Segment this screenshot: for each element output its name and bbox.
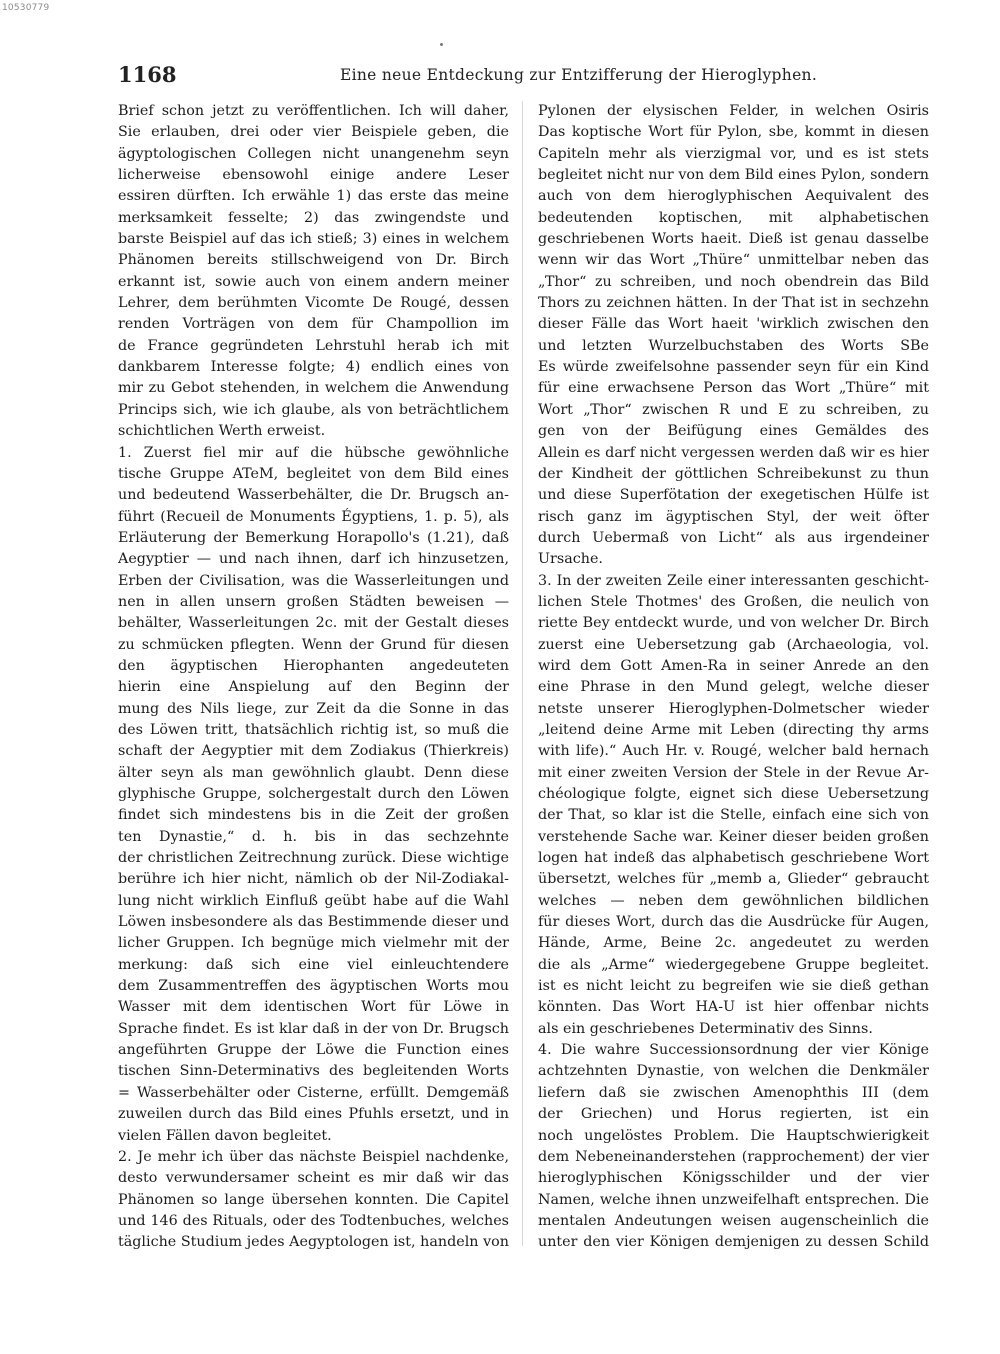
text-line: findet sich mindestens bis in die Zeit der großen: [118, 807, 509, 824]
text-line: ägyptologischen Collegen nicht unangenehm seyn: [118, 145, 509, 162]
text-line: glyphische Gruppe, solchergestalt durch den Löwen: [118, 786, 509, 802]
text-line: chéologique folgte, eignet sich diese Uebersetzung: [538, 786, 929, 802]
text-line: gen von der Beifügung eines Gemäldes des: [538, 423, 929, 440]
text-line: lichen Stele Thotmes' des Großen, die neulich von: [538, 593, 929, 610]
text-line: behälter, Wasserleitungen 2c. mit der Gestalt dieses: [118, 615, 509, 632]
text-line: Erben der Civilisation, was die Wasserleitungen und: [118, 572, 509, 589]
text-line: „leitend deine Arme mit Leben (directing thy arms: [538, 721, 929, 738]
text-line: der That, so klar ist die Stelle, einfach eine sich von: [538, 807, 929, 824]
text-line: übersetzt, welches für „memb a, Glieder“ gebraucht: [538, 871, 929, 888]
text-line: der Griechen) und Horus regierten, ist ein: [538, 1106, 929, 1123]
text-line: mung des Nils liege, zur Zeit da die Sonne in das: [118, 700, 509, 717]
text-line: merksamkeit fesselte; 2) das zwingendste und: [118, 209, 509, 226]
text-line: durch Uebermaß von Licht“ als aus irgendeiner: [538, 529, 929, 546]
print-speck: [440, 43, 443, 46]
text-line: verstehende Sache war. Keiner dieser beiden großen: [538, 828, 929, 845]
text-line: und diese Superfötation der exegetischen Hülfe ist: [538, 487, 929, 504]
text-line: Ursache.: [538, 551, 603, 568]
right-column: [538, 101, 929, 1254]
text-line: Es würde zweifelsohne passender seyn für ein Kind: [538, 359, 929, 376]
text-line: 3. In der zweiten Zeile einer interessanten geschicht-: [538, 572, 929, 589]
text-line: schichtlichen Werth erweist.: [118, 423, 326, 440]
text-line: licher Gruppen. Ich begnüge mich vielmehr mit der: [118, 935, 509, 952]
text-line: 2. Je mehr ich über das nächste Beispiel nachdenke,: [118, 1148, 509, 1165]
text-line: zuerst eine Uebersetzung gab (Archaeologia, vol.: [538, 636, 929, 653]
text-line: = Wasserbehälter oder Cisterne, erfüllt. Demgemäß: [118, 1084, 509, 1101]
text-line: netste unserer Hieroglyphen-Dolmetscher wieder: [538, 700, 929, 717]
text-line: tische Gruppe ATeM, begleitet von dem Bild eines: [118, 465, 509, 482]
text-line: Löwen insbesondere als das Bestimmende dieser und: [118, 914, 509, 931]
text-line: Wasser mit dem identischen Wort für Löwe in: [118, 999, 509, 1016]
text-line: achtzehnten Dynastie, von welchen die Denkmäler: [538, 1063, 929, 1080]
text-line: mir zu Gebot stehenden, in welchem die Anwendung: [118, 380, 509, 397]
text-line: geschriebenen Worts haeit. Dieß ist genau dasselbe: [538, 231, 929, 248]
text-line: für eine erwachsene Person das Wort „Thüre“ mit: [538, 380, 929, 397]
text-line: schaft der Aegyptier mit dem Zodiakus (Thierkreis): [118, 743, 509, 760]
text-line: Phänomen bereits stillschweigend von Dr. Birch: [118, 252, 509, 269]
text-line: essiren dürften. Ich erwähle 1) das erste das meine: [118, 188, 509, 205]
text-line: tägliche Studium jedes Aegyptologen ist, handeln von: [118, 1234, 509, 1251]
text-line: merkung: daß sich eine viel einleuchtendere: [118, 956, 509, 973]
text-line: Capiteln mehr als vierzigmal vor, und es ist stets: [538, 145, 929, 162]
text-line: unter den vier Königen demjenigen zu dessen Schild: [538, 1234, 929, 1251]
text-line: wird dem Gott Amen-Ra in seiner Anrede an den: [538, 657, 929, 674]
left-column: [118, 101, 509, 1254]
text-line: 1. Zuerst fiel mir auf die hübsche gewöhnliche: [118, 444, 509, 461]
text-line: dem Nebeneinanderstehen (rapprochement) der vier: [538, 1148, 929, 1165]
text-line: Wort „Thor“ zwischen R und E zu schreiben, zu: [538, 401, 929, 418]
text-line: licherweise ebensowohl einige andere Leser: [118, 167, 509, 184]
text-line: ist es nicht leicht zu begreifen wie sie dieß gethan: [538, 978, 929, 995]
text-line: with life).“ Auch Hr. v. Rougé, welcher bald hernach: [538, 743, 929, 760]
text-line: der christlichen Zeitrechnung zurück. Diese wichtige: [118, 850, 509, 867]
text-line: welches — neben dem gewöhnlichen bildlichen: [538, 892, 929, 909]
text-line: dem Zusammentreffen des ägyptischen Worts mou: [118, 978, 509, 995]
text-line: angeführten Gruppe der Löwe die Function eines: [118, 1042, 509, 1059]
text-line: tischen Sinn-Determinativs des begleitenden Worts: [118, 1063, 509, 1080]
text-line: den ägyptischen Hierophanten angedeuteten: [118, 657, 509, 674]
text-line: Allein es darf nicht vergessen werden daß wir es hier: [538, 444, 929, 461]
text-line: und bedeutend Wasserbehälter, die Dr. Brugsch an-: [118, 487, 509, 504]
text-line: risch ganz im ägyptischen Styl, der weit öfter: [538, 508, 929, 525]
text-line: 4. Die wahre Successionsordnung der vier Könige: [538, 1042, 929, 1059]
text-line: zu schmücken pflegten. Wenn der Grund für diesen: [118, 636, 509, 653]
text-line: renden Vorträgen von dem für Champollion im: [118, 316, 509, 333]
text-line: Lehrer, dem berühmten Vicomte De Rougé, dessen: [118, 295, 509, 312]
text-line: hierin eine Anspielung auf den Beginn der: [118, 679, 509, 696]
text-line: auch von dem hieroglyphischen Aequivalent des: [538, 188, 929, 205]
text-line: Erläuterung der Bemerkung Horapollo's (1.21), daß: [118, 529, 509, 546]
text-line: ten Dynastie,“ d. h. bis in das sechzehnte: [118, 828, 509, 845]
text-line: wenn wir das Wort „Thüre“ unmittelbar neben das: [538, 252, 929, 269]
text-line: nen in allen unsern großen Städten beweisen —: [118, 593, 509, 610]
running-head: Eine neue Entdeckung zur Entzifferung der Hieroglyphen.: [340, 66, 818, 84]
text-line: noch ungelöstes Problem. Die Hauptschwierigkeit: [538, 1127, 929, 1144]
text-line: riette Bey entdeckt wurde, und von welcher Dr. Birch: [538, 615, 929, 632]
text-line: de France gegründeten Lehrstuhl herab ich mit: [118, 337, 509, 354]
text-line: der Kindheit der göttlichen Schreibekunst zu thun: [538, 465, 929, 482]
text-line: Namen, welche ihnen unzweifelhaft entsprechen. Die: [538, 1191, 929, 1208]
text-line: „Thor“ zu schreiben, und noch obendrein das Bild: [538, 273, 929, 290]
text-line: lung nicht wirklich Einfluß geübt habe auf die Wahl: [118, 892, 509, 909]
text-line: bedeutenden koptischen, mit alphabetischen: [538, 209, 929, 226]
text-line: Hände, Arme, Beine 2c. angedeutet zu werden: [538, 935, 929, 952]
text-line: vielen Fällen davon begleitet.: [118, 1127, 332, 1144]
text-line: Brief schon jetzt zu veröffentlichen. Ich will daher,: [118, 103, 509, 119]
text-line: könnten. Das Wort HA-U ist hier offenbar nichts: [538, 999, 929, 1016]
text-line: dieser Fälle das Wort haeit 'wirklich zwischen den: [538, 316, 929, 333]
text-line: begleitet nicht nur von dem Bild eines Pylon, sondern: [538, 167, 929, 184]
text-line: zuweilen durch das Bild eines Pfuhls ersetzt, und in: [118, 1106, 509, 1123]
text-line: Das koptische Wort für Pylon, sbe, kommt in diesen: [538, 124, 929, 141]
text-line: und 146 des Rituals, oder des Todtenbuches, welches: [118, 1212, 509, 1229]
text-line: führt (Recueil de Monuments Égyptiens, 1. p. 5), als: [118, 508, 509, 525]
text-line: barste Beispiel auf das ich stieß; 3) eines in welchem: [118, 231, 509, 248]
text-line: des Löwen tritt, thatsächlich richtig ist, so muß die: [118, 721, 509, 738]
text-line: Aegyptier — und nach ihnen, darf ich hinzusetzen,: [118, 551, 509, 568]
text-line: älter seyn als man gewöhnlich glaubt. Denn diese: [118, 764, 509, 781]
page-number: 1168: [118, 62, 177, 87]
text-line: Thors zu zeichnen hätten. In der That ist in sechzehn: [538, 295, 929, 312]
text-line: erkannt ist, sowie auch von einem andern meiner: [118, 273, 509, 290]
text-line: als ein geschriebenes Determinativ des Sinns.: [538, 1020, 873, 1037]
text-line: Sprache findet. Es ist klar daß in der von Dr. Brugsch: [118, 1020, 509, 1037]
text-line: Princips sich, wie ich glaube, als von beträchtlichem: [118, 401, 509, 418]
text-line: Pylonen der elysischen Felder, in welchen Osiris: [538, 103, 929, 119]
text-line: mit einer zweiten Version der Stele in der Revue Ar-: [538, 764, 929, 781]
text-line: hieroglyphischen Königsschilder und der vier: [538, 1170, 929, 1187]
column-divider: [522, 101, 523, 1246]
text-line: logen hat indeß das alphabetisch geschriebene Wort: [538, 850, 929, 867]
text-line: die als „Arme“ wiedergegebene Gruppe begleitet.: [538, 956, 929, 973]
scan-id-label: 10530779: [2, 3, 50, 13]
text-line: berühre ich hier nicht, nämlich ob der Nil-Zodiakal-: [118, 871, 509, 888]
text-line: liefern daß sie zwischen Amenophthis III (dem: [538, 1084, 929, 1101]
text-line: dankbarem Interesse folgte; 4) endlich eines von: [118, 359, 509, 376]
text-line: mentalen Andeutungen weisen augenscheinlich die: [538, 1212, 929, 1229]
text-line: desto verwundersamer scheint es mir daß wir das: [118, 1170, 509, 1187]
text-line: Sie erlauben, drei oder vier Beispiele geben, die: [118, 124, 509, 141]
text-line: und letzten Wurzelbuchstaben des Worts SBe: [538, 337, 929, 354]
text-line: eine Phrase in den Mund gelegt, welche dieser: [538, 679, 929, 696]
text-line: Phänomen so lange übersehen konnten. Die Capitel: [118, 1191, 509, 1208]
text-line: für dieses Wort, durch das die Ausdrücke für Augen,: [538, 914, 929, 931]
